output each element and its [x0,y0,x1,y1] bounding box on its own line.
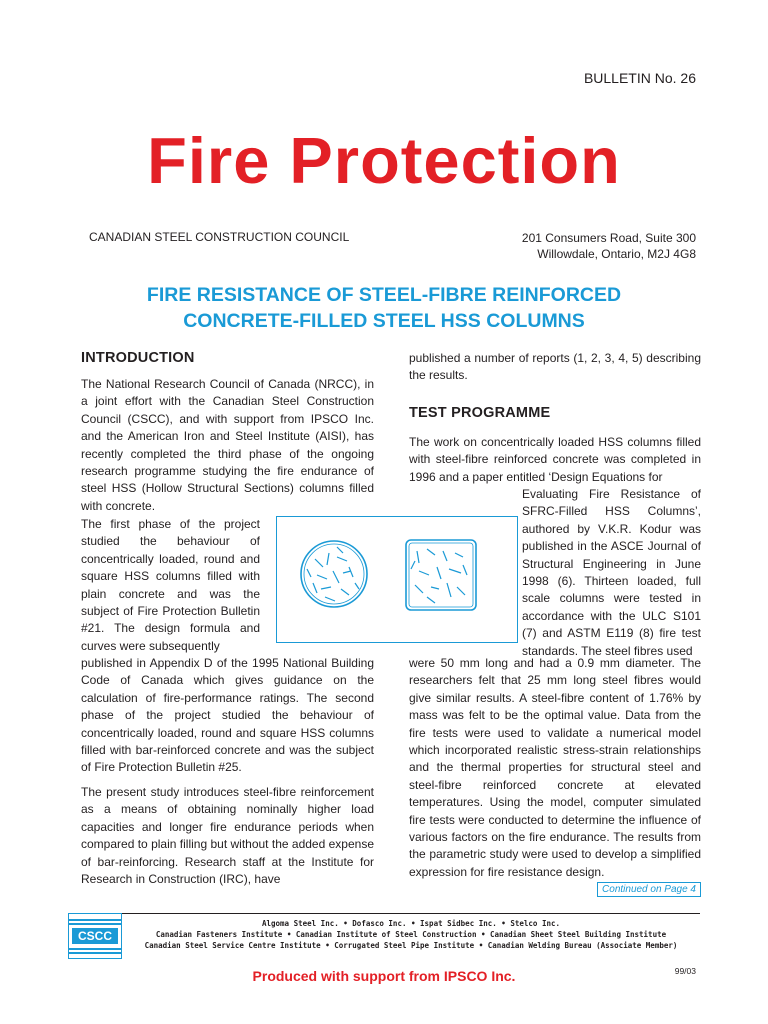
article-headline [0,282,768,334]
logo-bar-bottom-2 [69,952,121,954]
address-block [522,230,696,262]
introduction-heading: INTRODUCTION [81,350,195,366]
square-column-section [406,540,476,610]
headline-line-1: FIRE RESISTANCE OF STEEL-FIBRE REINFORCED [146,284,622,306]
logo-text: CSCC [72,928,118,944]
issue-code: 99/03 [674,966,696,976]
members-line-3: Canadian Steel Service Centre Institute • Corrugated Steel Pipe Institute • Canadian Welding Bureau (Associate Member) [144,941,678,950]
logo-bar-bottom-1 [69,948,121,950]
test-paragraph-part-2: Evaluating Fire Resistance of SFRC-Filled HSS Columns’, authored by V.K.R. Kodur was published in the ASCE Journal of Structural Engineering in June 1998 (6). Thirteen loaded, full scale columns were tested in accordance with the ULC S101 (7) and ASTM E119 (8) fire test standards. The steel fibres used [522,487,701,658]
test-paragraph-part-3: were 50 mm long and had a 0.9 mm diameter. The researchers felt that 25 mm long steel fibres would give similar results. A steel-fibre content of 1.76% by mass was felt to be the optimal value. Data from the fire tests were used to validate a numerical model which incorporated realistic stress-strain relationships and the thermal properties for structural steel and steel-fibre reinforced concrete at elevated temperatures. Using the model, computer simulated fire tests were conducted to determine the influence of various factors on the fire endurance. The results from the parametric study were used to develop a simplified expression for fire resistance design. [409,656,701,879]
support-credit: Produced with support from IPSCO Inc. [252,968,516,984]
logo-bar-top-1 [69,919,121,921]
headline-line-2: CONCRETE-FILLED STEEL HSS COLUMNS [183,310,585,332]
members-line-2: Canadian Fasteners Institute • Canadian Institute of Steel Construction • Canadian Sheet Steel Building Institute [155,930,667,939]
intro-paragraph-3: The present study introduces steel-fibre reinforcement as a means of obtaining nominally higher load capacities and longer fire endurance periods when compared to plain filling but without the added expense of bar-reinforcing. Research staff at the Institute for Research in Construction (IRC), have [81,785,374,887]
intro-paragraph-2-part-1: The first phase of the project studied the behaviour of concentrically loaded, round and square HSS columns filled with plain concrete and was the subject of Fire Protection Bulletin #21. The design formula and curves were subsequently [81,517,260,653]
column-section-figure [276,516,518,643]
organization-name: CANADIAN STEEL CONSTRUCTION COUNCIL [89,230,350,244]
round-column-section [301,541,367,607]
cscc-logo [68,913,122,959]
members-line-1: Algoma Steel Inc. • Dofasco Inc. • Ispat Sidbec Inc. • Stelco Inc. [261,919,560,928]
logo-bar-top-2 [69,923,121,925]
col2-continuation: published a number of reports (1, 2, 3, 4, 5) describing the results. [409,351,701,383]
intro-paragraph-2-part-2: published in Appendix D of the 1995 National Building Code of Canada which gives guidance on the calculation of fire-performance ratings. The second phase of the project studied the behaviour of concentrically loaded, round and square HSS columns filled with bar-reinforced concrete and was the subject of Fire Protection Bulletin #25. [81,656,374,775]
continued-on-page-link[interactable]: Continued on Page 4 [597,882,701,897]
address-line-2: Willowdale, Ontario, M2J 4G8 [537,247,696,261]
page-title: Fire Protection [147,124,621,197]
test-programme-heading: TEST PROGRAMME [409,405,551,421]
test-paragraph-part-1: The work on concentrically loaded HSS columns filled with steel-fibre reinforced concrete was completed in 1996 and a paper entitled ‘Design Equations for [409,435,701,484]
bulletin-number: BULLETIN No. 26 [583,70,696,86]
address-line-1: 201 Consumers Road, Suite 300 [521,231,696,245]
intro-paragraph-1: The National Research Council of Canada (NRCC), in a joint effort with the Canadian Steel Construction Council (CSCC), and with support from IPSCO Inc. and the American Iron and Steel Institute (AISI), has recently completed the third phase of the ongoing research programme studying the fire endurance of steel HSS (Hollow Structural Sections) columns filled with concrete. [81,377,374,513]
member-list [122,918,700,951]
footer-divider [122,913,700,914]
cross-section-illustration [277,517,517,642]
